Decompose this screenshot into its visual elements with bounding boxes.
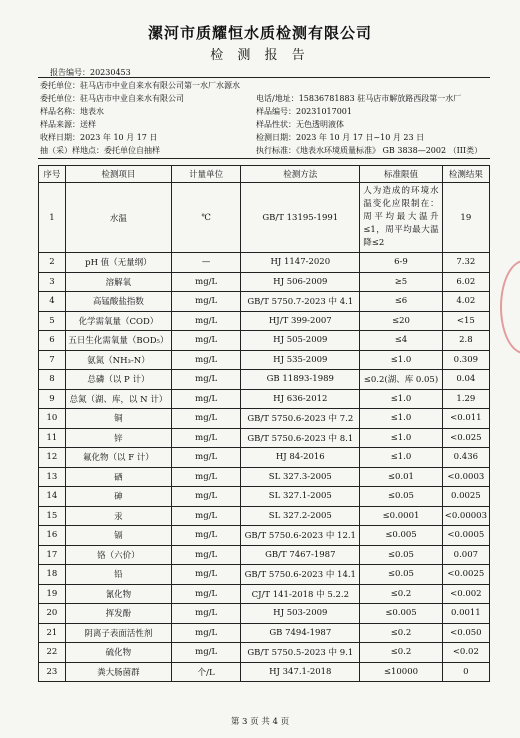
cell-result: <0.00003 <box>442 506 489 526</box>
cell-result: <0.0005 <box>442 526 489 546</box>
cell-no: 9 <box>39 389 66 409</box>
cell-result: <0.0025 <box>442 565 489 585</box>
cell-result: <0.050 <box>442 623 489 643</box>
cell-limit: ≤1.0 <box>360 428 442 448</box>
cell-method: CJ/T 141-2018 中 5.2.2 <box>241 584 360 604</box>
header-method: 检测方法 <box>241 166 360 183</box>
cell-item: 总氮（湖、库，以 N 计） <box>65 389 171 409</box>
cell-item: 硒 <box>65 467 171 487</box>
cell-item: 阴离子表面活性剂 <box>65 623 171 643</box>
cell-result: 0.436 <box>442 448 489 468</box>
cell-method: GB 11893-1989 <box>241 370 360 390</box>
header-no: 序号 <box>39 166 66 183</box>
cell-result: <0.011 <box>442 409 489 429</box>
table-row <box>39 272 490 292</box>
cell-result: <0.002 <box>442 584 489 604</box>
table-row <box>39 409 490 429</box>
cell-method: HJ/T 399-2007 <box>241 311 360 331</box>
cell-limit: ≤0.2 <box>360 623 442 643</box>
sample-name-field: 样品名称：地表水 <box>40 107 104 116</box>
cell-limit: ≤6 <box>360 292 442 312</box>
cell-limit: ≤0.005 <box>360 526 442 546</box>
table-row <box>39 565 490 585</box>
cell-limit: ≤20 <box>360 311 442 331</box>
table-row <box>39 584 490 604</box>
table-row <box>39 350 490 370</box>
cell-result: 1.29 <box>442 389 489 409</box>
cell-result: 19 <box>442 183 489 253</box>
cell-method: GB/T 13195-1991 <box>241 183 360 253</box>
cell-result: 0.309 <box>442 350 489 370</box>
sampling-place-field: 抽（采）样地点：委托单位自抽样 <box>40 146 160 155</box>
cell-item: 化学需氧量（COD） <box>65 311 171 331</box>
cell-method: SL 327.3-2005 <box>241 467 360 487</box>
sample-nature-field: 样品性状：无色透明液体 <box>256 120 344 129</box>
cell-limit: ≤0.05 <box>360 545 442 565</box>
cell-method: HJ 84-2016 <box>241 448 360 468</box>
cell-item: 硫化物 <box>65 643 171 663</box>
table-row <box>39 643 490 663</box>
cell-method: GB/T 5750.7-2023 中 4.1 <box>241 292 360 312</box>
cell-method: HJ 636-2012 <box>241 389 360 409</box>
table-row <box>39 545 490 565</box>
cell-no: 22 <box>39 643 66 663</box>
table-row <box>39 662 490 682</box>
table-row <box>39 292 490 312</box>
table-row <box>39 253 490 273</box>
cell-no: 13 <box>39 467 66 487</box>
cell-item: 氟化物（以 F 计） <box>65 448 171 468</box>
table-row <box>39 604 490 624</box>
table-row <box>39 448 490 468</box>
cell-result: 6.02 <box>442 272 489 292</box>
cell-result: 0.007 <box>442 545 489 565</box>
cell-unit: mg/L <box>171 350 240 370</box>
divider <box>38 77 490 78</box>
cell-unit: mg/L <box>171 389 240 409</box>
cell-method: GB 7494-1987 <box>241 623 360 643</box>
table-row <box>39 331 490 351</box>
cell-limit: ≤0.2 <box>360 584 442 604</box>
cell-method: HJ 347.1-2018 <box>241 662 360 682</box>
cell-item: 锌 <box>65 428 171 448</box>
cell-item: 铬（六价） <box>65 545 171 565</box>
cell-item: 五日生化需氧量（BOD₅） <box>65 331 171 351</box>
cell-no: 2 <box>39 253 66 273</box>
cell-unit: ℃ <box>171 183 240 253</box>
cell-item: 粪大肠菌群 <box>65 662 171 682</box>
cell-unit: mg/L <box>171 409 240 429</box>
cell-no: 8 <box>39 370 66 390</box>
results-table <box>38 165 490 682</box>
cell-unit: mg/L <box>171 272 240 292</box>
client-field: 委托单位：驻马店市中业自来水有限公司第一水厂水源水 <box>40 81 240 90</box>
cell-limit: ≤0.005 <box>360 604 442 624</box>
header-limit: 标准限值 <box>360 166 442 183</box>
cell-limit: ≤0.05 <box>360 487 442 507</box>
cell-unit: mg/L <box>171 331 240 351</box>
cell-limit: ≤1.0 <box>360 350 442 370</box>
cell-limit: ≤10000 <box>360 662 442 682</box>
cell-limit: ≤1.0 <box>360 409 442 429</box>
cell-unit: 个/L <box>171 662 240 682</box>
phone-address-field: 电话/地址：15836781883 驻马店市解放路西段第一水厂 <box>256 94 462 103</box>
divider <box>38 158 490 159</box>
cell-method: GB/T 7467-1987 <box>241 545 360 565</box>
cell-method: SL 327.1-2005 <box>241 487 360 507</box>
cell-no: 10 <box>39 409 66 429</box>
cell-item: 氨氮（NH₃-N） <box>65 350 171 370</box>
cell-method: GB/T 5750.6-2023 中 14.1 <box>241 565 360 585</box>
cell-limit: 人为造成的环境水温变化应限制在：周平均最大温升≤1，周平均最大温降≤2 <box>360 183 442 253</box>
header-result: 检测结果 <box>442 166 489 183</box>
cell-unit: mg/L <box>171 545 240 565</box>
cell-item: 溶解氧 <box>65 272 171 292</box>
cell-unit: — <box>171 253 240 273</box>
cell-limit: ≤0.05 <box>360 565 442 585</box>
cell-unit: mg/L <box>171 604 240 624</box>
cell-result: 0.0025 <box>442 487 489 507</box>
cell-result: 0.04 <box>442 370 489 390</box>
cell-result: <15 <box>442 311 489 331</box>
cell-no: 4 <box>39 292 66 312</box>
sample-source-field: 样品来源：送样 <box>40 120 96 129</box>
cell-no: 23 <box>39 662 66 682</box>
cell-unit: mg/L <box>171 565 240 585</box>
report-number: 报告编号：20230453 <box>50 68 131 77</box>
cell-item: 氰化物 <box>65 584 171 604</box>
received-date-field: 收样日期：2023 年 10 月 17 日 <box>40 133 158 142</box>
table-header-row <box>39 166 490 183</box>
cell-result: 0 <box>442 662 489 682</box>
cell-result: 4.02 <box>442 292 489 312</box>
table-row <box>39 506 490 526</box>
cell-result: 2.8 <box>442 331 489 351</box>
cell-unit: mg/L <box>171 448 240 468</box>
cell-no: 15 <box>39 506 66 526</box>
cell-result: <0.02 <box>442 643 489 663</box>
cell-item: 铅 <box>65 565 171 585</box>
cell-result: 0.0011 <box>442 604 489 624</box>
cell-item: 汞 <box>65 506 171 526</box>
cell-no: 19 <box>39 584 66 604</box>
cell-no: 21 <box>39 623 66 643</box>
cell-item: 砷 <box>65 487 171 507</box>
cell-method: HJ 1147-2020 <box>241 253 360 273</box>
header-unit: 计量单位 <box>171 166 240 183</box>
cell-limit: ≤1.0 <box>360 448 442 468</box>
company-seal <box>500 260 520 354</box>
cell-item: 镉 <box>65 526 171 546</box>
cell-limit: ≥5 <box>360 272 442 292</box>
cell-unit: mg/L <box>171 311 240 331</box>
test-date-field: 检测日期：2023 年 10 月 17 日~10 月 23 日 <box>256 133 425 142</box>
cell-no: 20 <box>39 604 66 624</box>
cell-limit: ≤0.2(湖、库 0.05) <box>360 370 442 390</box>
cell-method: HJ 505-2009 <box>241 331 360 351</box>
cell-limit: ≤0.0001 <box>360 506 442 526</box>
cell-unit: mg/L <box>171 623 240 643</box>
cell-method: GB/T 5750.6-2023 中 12.1 <box>241 526 360 546</box>
cell-method: SL 327.2-2005 <box>241 506 360 526</box>
cell-item: 高锰酸盐指数 <box>65 292 171 312</box>
cell-no: 12 <box>39 448 66 468</box>
cell-unit: mg/L <box>171 292 240 312</box>
cell-result: 7.32 <box>442 253 489 273</box>
table-row <box>39 623 490 643</box>
standard-field: 执行标准：《地表水环境质量标准》 GB 3838—2002 （III类） <box>256 146 483 155</box>
table-row <box>39 389 490 409</box>
cell-no: 17 <box>39 545 66 565</box>
cell-method: HJ 503-2009 <box>241 604 360 624</box>
cell-no: 5 <box>39 311 66 331</box>
sample-no-field: 样品编号：20231017001 <box>256 107 352 116</box>
table-row <box>39 311 490 331</box>
table-row <box>39 526 490 546</box>
cell-no: 11 <box>39 428 66 448</box>
cell-limit: ≤1.0 <box>360 389 442 409</box>
cell-no: 18 <box>39 565 66 585</box>
cell-limit: ≤0.01 <box>360 467 442 487</box>
table-row <box>39 428 490 448</box>
table-row <box>39 467 490 487</box>
cell-method: GB/T 5750.6-2023 中 8.1 <box>241 428 360 448</box>
cell-method: HJ 506-2009 <box>241 272 360 292</box>
cell-no: 7 <box>39 350 66 370</box>
cell-item: 铜 <box>65 409 171 429</box>
cell-no: 1 <box>39 183 66 253</box>
cell-item: 挥发酚 <box>65 604 171 624</box>
cell-method: GB/T 5750.5-2023 中 9.1 <box>241 643 360 663</box>
cell-unit: mg/L <box>171 506 240 526</box>
cell-item: 总磷（以 P 计） <box>65 370 171 390</box>
cell-unit: mg/L <box>171 584 240 604</box>
header-item: 检测项目 <box>65 166 171 183</box>
cell-no: 6 <box>39 331 66 351</box>
cell-limit: ≤4 <box>360 331 442 351</box>
cell-unit: mg/L <box>171 467 240 487</box>
cell-item: 水温 <box>65 183 171 253</box>
table-row <box>39 183 490 253</box>
page-number: 第 3 页 共 4 页 <box>230 717 290 727</box>
cell-method: GB/T 5750.6-2023 中 7.2 <box>241 409 360 429</box>
cell-no: 16 <box>39 526 66 546</box>
cell-unit: mg/L <box>171 643 240 663</box>
cell-result: <0.025 <box>442 428 489 448</box>
cell-no: 14 <box>39 487 66 507</box>
table-row <box>39 487 490 507</box>
cell-item: pH 值（无量纲） <box>65 253 171 273</box>
cell-unit: mg/L <box>171 487 240 507</box>
table-row <box>39 370 490 390</box>
cell-unit: mg/L <box>171 370 240 390</box>
doc-title: 检 测 报 告 <box>210 48 310 63</box>
cell-no: 3 <box>39 272 66 292</box>
cell-limit: 6-9 <box>360 253 442 273</box>
client-unit-field: 委托单位：驻马店市中业自来水有限公司 <box>40 94 184 103</box>
cell-unit: mg/L <box>171 526 240 546</box>
cell-result: <0.0003 <box>442 467 489 487</box>
cell-limit: ≤0.2 <box>360 643 442 663</box>
org-name: 漯河市质耀恒水质检测有限公司 <box>147 24 372 42</box>
cell-method: HJ 535-2009 <box>241 350 360 370</box>
cell-unit: mg/L <box>171 428 240 448</box>
